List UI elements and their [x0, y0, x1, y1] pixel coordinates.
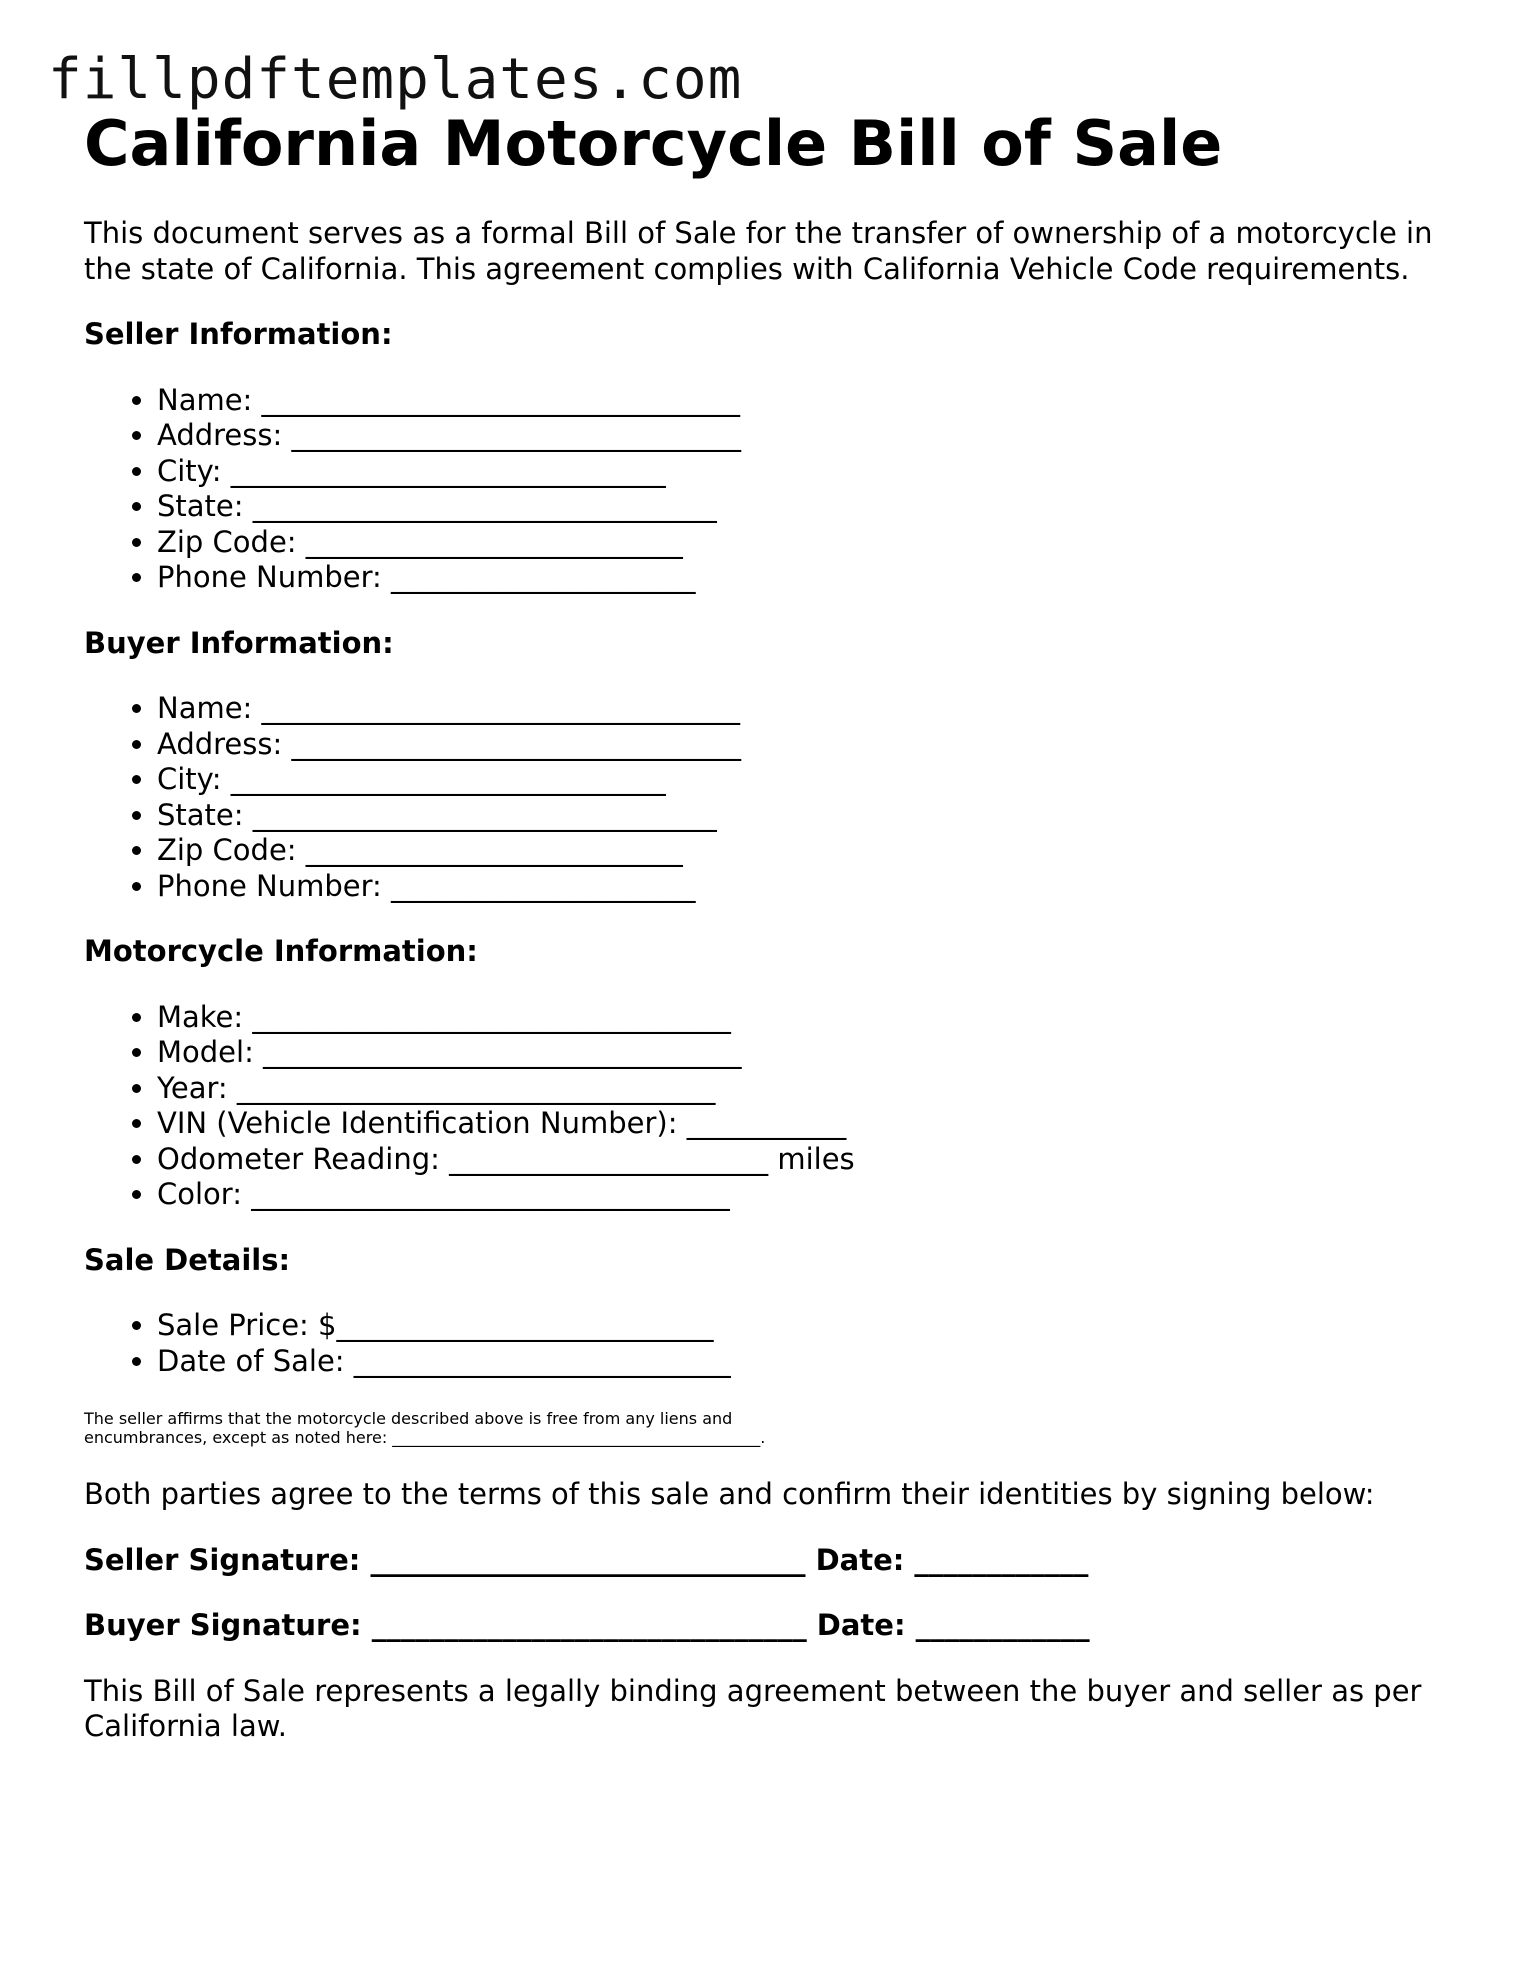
motorcycle-heading: Motorcycle Information: — [84, 934, 478, 968]
liens-exceptions-field[interactable]: encumbrances, except as noted here: ______________________________________________. — [84, 1428, 766, 1447]
seller-heading: Seller Information: — [84, 317, 393, 351]
buyer-field-list — [84, 691, 1464, 904]
buyer-signature-line[interactable]: Buyer Signature: ______________________________ Date: ____________ — [84, 1608, 1090, 1642]
document-body — [84, 104, 1464, 1745]
seller-city-field[interactable]: • City: ______________________________ — [157, 454, 1464, 490]
make-field[interactable]: • Make: _________________________________ — [157, 1000, 1464, 1036]
buyer-state-field[interactable]: • State: ________________________________ — [157, 798, 1464, 834]
buyer-zip-field[interactable]: • Zip Code: __________________________ — [157, 833, 1464, 869]
seller-name-field[interactable]: • Name: _________________________________ — [157, 383, 1464, 419]
color-field[interactable]: • Color: _________________________________ — [157, 1177, 1464, 1213]
liens-paragraph — [84, 1409, 1464, 1447]
agreement-paragraph: Both parties agree to the terms of this sale and confirm their identities by signing below: — [84, 1477, 1375, 1511]
buyer-address-field[interactable]: • Address: _______________________________ — [157, 727, 1464, 763]
sale-price-field[interactable]: • Sale Price: $__________________________ — [157, 1308, 1464, 1344]
sale-date-field[interactable]: • Date of Sale: __________________________ — [157, 1344, 1464, 1380]
buyer-phone-field[interactable]: • Phone Number: _____________________ — [157, 869, 1464, 905]
seller-zip-field[interactable]: • Zip Code: __________________________ — [157, 525, 1464, 561]
seller-address-field[interactable]: • Address: _______________________________ — [157, 418, 1464, 454]
sale-field-list — [84, 1308, 1464, 1379]
watermark: fillpdftemplates.com — [48, 47, 743, 112]
buyer-name-field[interactable]: • Name: _________________________________ — [157, 691, 1464, 727]
year-field[interactable]: • Year: _________________________________ — [157, 1071, 1464, 1107]
document-title: California Motorcycle Bill of Sale — [84, 107, 1223, 180]
sale-heading: Sale Details: — [84, 1242, 291, 1277]
seller-phone-field[interactable]: • Phone Number: _____________________ — [157, 560, 1464, 596]
buyer-city-field[interactable]: • City: ______________________________ — [157, 762, 1464, 798]
seller-state-field[interactable]: • State: ________________________________ — [157, 489, 1464, 525]
closing-paragraph: This Bill of Sale represents a legally binding agreement between the buyer and seller as per California law. — [84, 1673, 1422, 1743]
seller-signature-line[interactable]: Seller Signature: ______________________________ Date: ____________ — [84, 1542, 1089, 1577]
model-field[interactable]: • Model: _________________________________ — [157, 1035, 1464, 1071]
seller-field-list — [84, 383, 1464, 596]
intro-paragraph: This document serves as a formal Bill of Sale for the transfer of ownership of a motorcycle in the state of California. This agreement complies with California Vehicle Code requirements. — [84, 216, 1433, 286]
motorcycle-field-list — [84, 1000, 1464, 1213]
vin-field[interactable]: • VIN (Vehicle Identification Number): ___________ — [157, 1106, 1464, 1142]
liens-line-1: The seller affirms that the motorcycle described above is free from any liens and — [84, 1409, 733, 1428]
odometer-field[interactable]: • Odometer Reading: ______________________ miles — [157, 1142, 1464, 1178]
buyer-heading: Buyer Information: — [84, 625, 394, 660]
